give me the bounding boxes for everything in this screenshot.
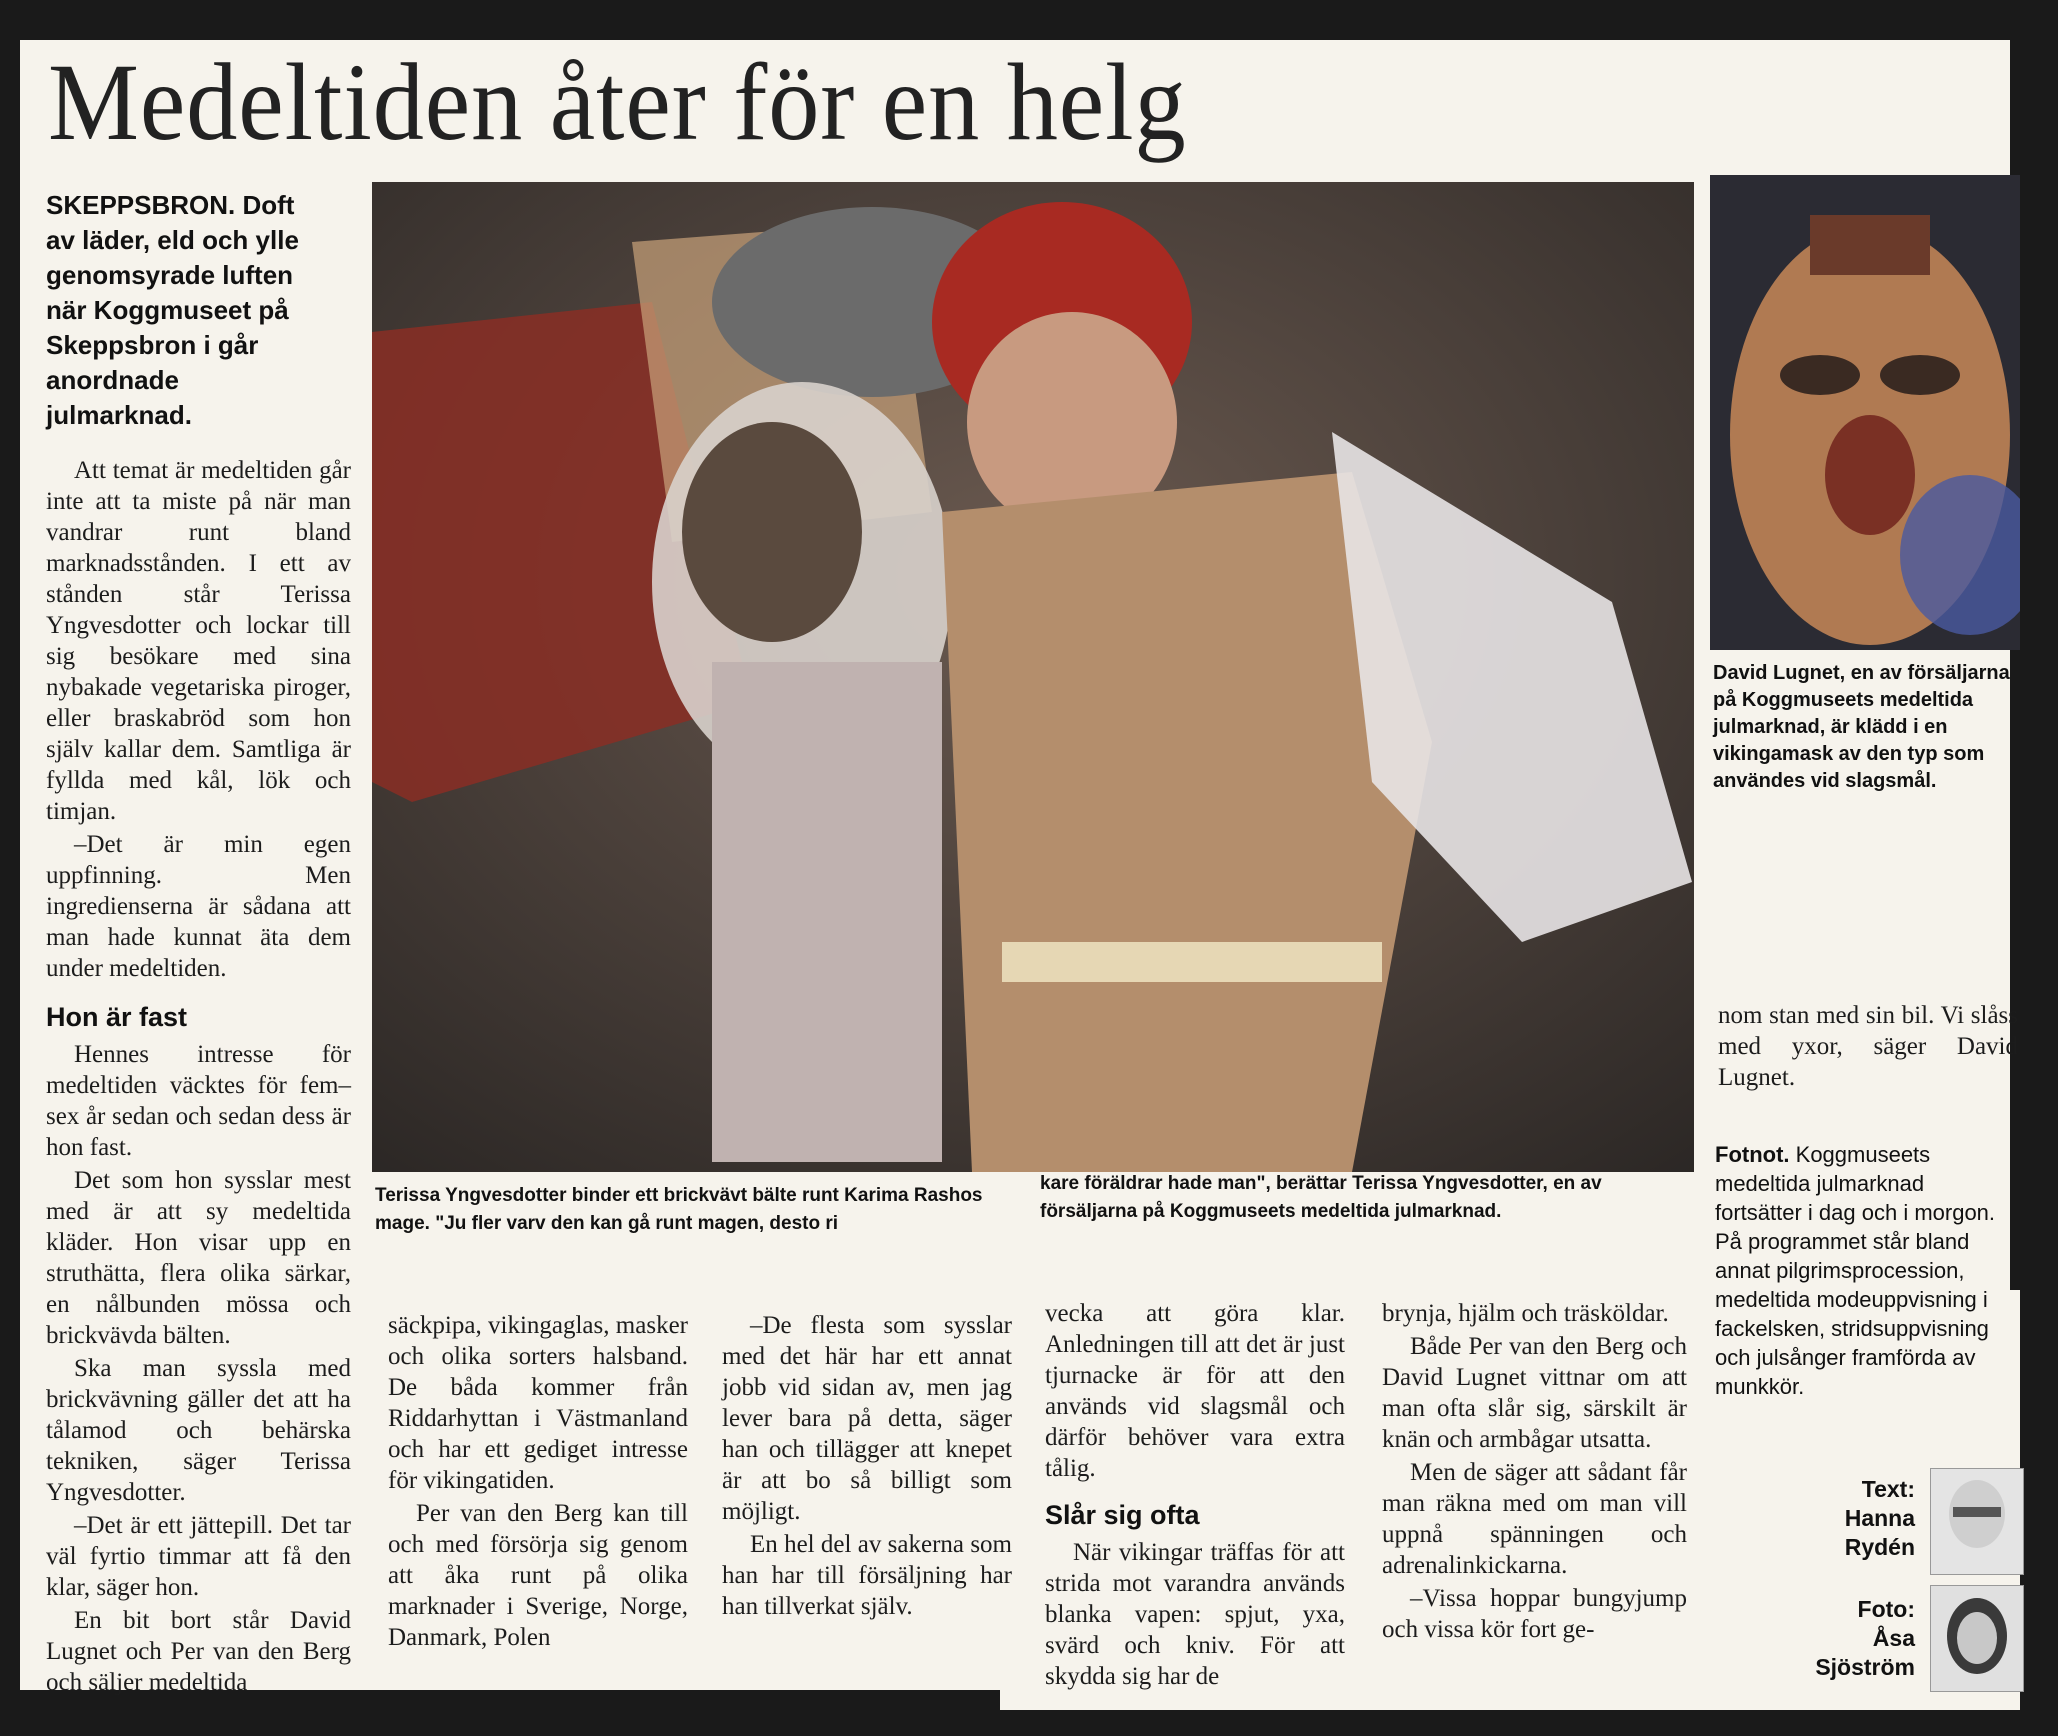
main-photo-caption-left: Terissa Yngvesdotter binder ett brickvävt bälte runt Karima Rashos mage. "Ju fler varv den kan gå runt magen, desto ri bbox=[375, 1185, 983, 1234]
column-6 bbox=[1718, 1000, 2018, 1095]
credit-photo-name: Åsa Sjöström bbox=[1815, 1625, 1915, 1680]
column-5 bbox=[1382, 1298, 1687, 1647]
paragraph: Att temat är medeltiden går inte att ta miste på när man vandrar runt bland marknadsstånden. I ett av stånden står Terissa Yngvesdotter och lockar till sig besökare med sina nybakade vegetariska piroger, eller braskabröd som hon själv kallar dem. Samtliga är fyllda med kål, lök och timjan. bbox=[46, 457, 351, 825]
viking-mask-image bbox=[1710, 175, 2020, 650]
photographer-portrait bbox=[1930, 1585, 2024, 1692]
paragraph: Ska man syssla med brickvävning gäller det att ha tålamod och behärska tekniken, säger Terissa Yngvesdotter. bbox=[46, 1355, 351, 1506]
lead-paragraph: SKEPPSBRON. Doft av läder, eld och ylle genomsyrade luften när Koggmuseet på Skeppsbron i går anordnade julmarknad. bbox=[46, 190, 299, 430]
paragraph: brynja, hjälm och träsköldar. bbox=[1382, 1300, 1669, 1327]
footnote-text: Koggmuseets medeltida julmarknad fortsätter i dag och i morgon. På programmet står bland annat pilgrimsprocession, medeltida modeuppvisning i fackelsken, stridsuppvisning och julsånger framförda av munkkör. bbox=[1715, 1142, 1996, 1399]
subheading: Hon är fast bbox=[46, 1002, 188, 1032]
paragraph: Hennes intresse för medeltiden väcktes för fem–sex år sedan och sedan dess är hon fast. bbox=[46, 1041, 351, 1161]
paragraph: –De flesta som sysslar med det här har ett annat jobb vid sidan av, men jag lever bara på detta, säger han och tillägger att knepet är att bo så billigt som möjligt. bbox=[722, 1312, 1012, 1525]
paragraph: vecka att göra klar. Anledningen till att det är just tjurnacke är för att den används vid slagsmål och därför behöver vara extra tålig. bbox=[1045, 1300, 1345, 1482]
paragraph: –Det är ett jättepill. Det tar väl fyrtio timmar att få den klar, säger hon. bbox=[46, 1512, 351, 1601]
paragraph: En hel del av sakerna som han har till försäljning har han tillverkat själv. bbox=[722, 1531, 1012, 1620]
column-1 bbox=[46, 455, 351, 1700]
paragraph: Både Per van den Berg och David Lugnet vittnar om att man ofta slår sig, särskilt är knän och armbågar utsatta. bbox=[1382, 1333, 1687, 1453]
column-4 bbox=[1045, 1298, 1345, 1694]
side-photo bbox=[1710, 175, 2020, 650]
credit-text-name: Hanna Rydén bbox=[1844, 1505, 1915, 1560]
paragraph: säckpipa, vikingaglas, masker och olika sorters halsband. De båda kommer från Riddarhyttan i Västmanland och har ett gediget intresse för vikingatiden. bbox=[388, 1312, 688, 1494]
side-photo-caption: David Lugnet, en av försäljarna på Koggmuseets medeltida julmarknad, är klädd i en vikingamask av den typ som användes vid slagsmål. bbox=[1713, 662, 2010, 792]
writer-portrait bbox=[1930, 1468, 2024, 1575]
paragraph: När vikingar träffas för att strida mot varandra används blanka vapen: spjut, yxa, svärd och kniv. För att skydda sig har de bbox=[1045, 1539, 1345, 1690]
photographer-portrait-image bbox=[1931, 1586, 2023, 1691]
paragraph: nom stan med sin bil. Vi slåss med yxor, säger David Lugnet. bbox=[1718, 1002, 2018, 1091]
paragraph: –Det är min egen uppfinning. Men ingredienserna är sådana att man hade kunnat äta dem under medeltiden. bbox=[46, 831, 351, 982]
writer-portrait-image bbox=[1931, 1469, 2023, 1574]
paragraph: –Vissa hoppar bungyjump och vissa kör fort ge- bbox=[1382, 1585, 1687, 1643]
paragraph: Men de säger att sådant får man räkna med om man vill uppnå spänningen och adrenalinkickarna. bbox=[1382, 1459, 1687, 1579]
credit-photo bbox=[1795, 1595, 1915, 1682]
column-3 bbox=[722, 1310, 1012, 1624]
footnote-label: Fotnot. bbox=[1715, 1142, 1790, 1167]
headline: Medeltiden åter för en helg bbox=[48, 41, 1187, 163]
main-photo bbox=[372, 182, 1694, 1172]
credit-text bbox=[1795, 1475, 1915, 1562]
subheading: Slår sig ofta bbox=[1045, 1500, 1200, 1530]
footnote bbox=[1715, 1140, 2015, 1401]
main-photo-image bbox=[372, 182, 1694, 1172]
paragraph: Per van den Berg kan till och med försörja sig genom att åka runt på olika marknader i Sverige, Norge, Danmark, Polen bbox=[388, 1500, 688, 1651]
main-photo-caption-right: kare föräldrar hade man", berättar Terissa Yngvesdotter, en av försäljarna på Koggmuseets medeltida julmarknad. bbox=[1040, 1173, 1602, 1222]
credit-text-label: Text: bbox=[1861, 1476, 1915, 1502]
column-2 bbox=[388, 1310, 688, 1655]
paragraph: Det som hon sysslar mest med är att sy medeltida kläder. Hon visar upp en struthätta, flera olika särkar, en nålbunden mössa och brickvävda bälten. bbox=[46, 1167, 351, 1349]
paragraph: En bit bort står David Lugnet och Per van den Berg och säljer medeltida bbox=[46, 1607, 351, 1696]
credit-photo-label: Foto: bbox=[1857, 1596, 1915, 1622]
